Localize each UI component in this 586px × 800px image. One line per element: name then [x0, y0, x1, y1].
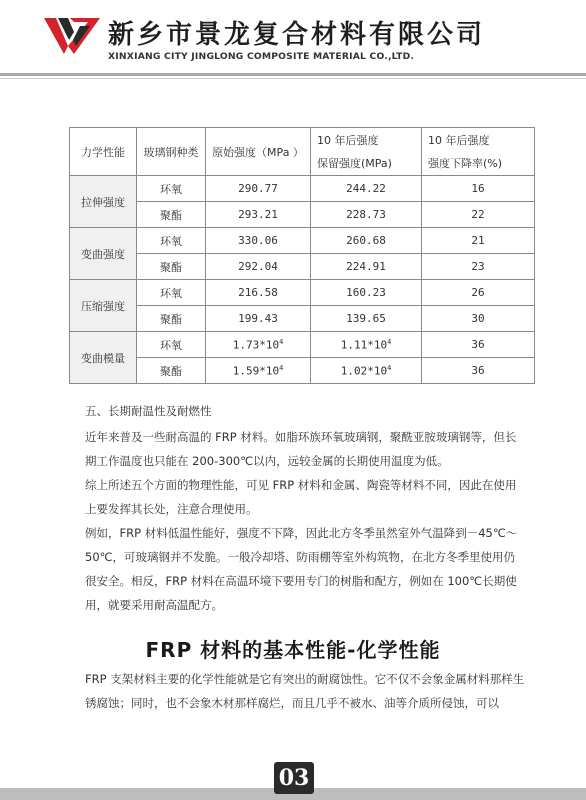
- table-cell-retained: 139.65: [311, 306, 422, 332]
- mechanical-properties-table: [69, 127, 535, 384]
- table-header-row: [70, 128, 535, 176]
- table-cell-drop: 21: [422, 228, 535, 254]
- table-cell-original: 199.43: [206, 306, 311, 332]
- table-cell-drop: 23: [422, 254, 535, 280]
- table-cell-drop: 26: [422, 280, 535, 306]
- table-header-retained-line1: 10 年后强度: [317, 133, 379, 147]
- table-row: [70, 358, 535, 384]
- table-cell-drop: 36: [422, 332, 535, 358]
- header-divider: [0, 73, 586, 76]
- section-title: FRP 材料的基本性能-化学性能: [145, 638, 441, 662]
- table-row: [70, 332, 535, 358]
- table-cell-retained: 260.68: [311, 228, 422, 254]
- table-cell-property: 变曲强度: [70, 228, 137, 280]
- table-cell-original: 292.04: [206, 254, 311, 280]
- table-header-retained-line2: 保留强度(MPa): [317, 156, 392, 170]
- table-cell-retained: [311, 332, 422, 358]
- table-header-property: 力学性能: [70, 128, 137, 176]
- table-cell-retained: [311, 358, 422, 384]
- header-divider-thin: [0, 78, 586, 79]
- table-cell-drop: 22: [422, 202, 535, 228]
- table-header-drop-line1: 10 年后强度: [428, 133, 490, 147]
- table-cell-retained: 224.91: [311, 254, 422, 280]
- table-cell-original: 216.58: [206, 280, 311, 306]
- table-header-retained: [311, 128, 422, 176]
- value-base: 1.59*10: [232, 364, 280, 378]
- paragraph: 综上所述五个方面的物理性能，可见 FRP 材料和金属、陶瓷等材料不同，因此在使用上要发挥其长处，注意合理使用。: [85, 478, 517, 516]
- table-cell-type: 聚酯: [137, 358, 206, 384]
- value-base: 1.73*10: [232, 338, 280, 352]
- company-name-en: XINXIANG CITY JINGLONG COMPOSITE MATERIAL CO.,LTD.: [108, 51, 415, 62]
- paragraph: FRP 支架材料主要的化学性能就是它有突出的耐腐蚀性。它不仅不会象金属材料那样生锈腐蚀；同时，也不会象木材那样腐烂，而且几乎不被水、油等介质所侵蚀，可以: [85, 672, 525, 710]
- table-cell-drop: 36: [422, 358, 535, 384]
- table-cell-retained: 160.23: [311, 280, 422, 306]
- table-row: [70, 254, 535, 280]
- table-cell-retained: 228.73: [311, 202, 422, 228]
- table-cell-type: 聚酯: [137, 202, 206, 228]
- table-header-type: 玻璃钢种类: [137, 128, 206, 176]
- value-base: 1.11*10: [340, 338, 388, 352]
- table-cell-original: 290.77: [206, 176, 311, 202]
- table-cell-type: 环氧: [137, 280, 206, 306]
- table-row: [70, 280, 535, 306]
- table-header-original: 原始强度（MPa ）: [206, 128, 311, 176]
- page-number: 03: [274, 762, 314, 794]
- table-cell-property: 拉伸强度: [70, 176, 137, 228]
- table-cell-original: [206, 358, 311, 384]
- table-row: [70, 176, 535, 202]
- table-header-drop-line2: 强度下降率(%): [428, 156, 503, 170]
- company-logo-icon: [44, 16, 100, 56]
- table-header-drop: [422, 128, 535, 176]
- table-cell-property: 变曲模量: [70, 332, 137, 384]
- table-cell-property: 压缩强度: [70, 280, 137, 332]
- table-cell-type: 环氧: [137, 332, 206, 358]
- table-cell-type: 聚酯: [137, 306, 206, 332]
- value-exponent: 4: [387, 337, 392, 346]
- paragraph: 近年来普及一些耐高温的 FRP 材料。如脂环族环氧玻璃钢，聚酰亚胺玻璃钢等，但长期工作温度也只能在 200-300℃以内，远较金属的长期使用温度为低。: [85, 430, 517, 468]
- paragraph: 例如，FRP 材料低温性能好，强度不下降，因此北方冬季虽然室外气温降到－45℃～50℃，可玻璃钢并不发脆。一般冷却塔、防雨棚等室外构筑物，在北方冬季里使用仍很安全。相反，FRP 材料在高温环境下要用专门的树脂和配方，例如在 100℃长期使用，就要采用耐高温配方。: [85, 526, 518, 612]
- table-row: [70, 202, 535, 228]
- page-header: [0, 0, 586, 80]
- table-cell-type: 聚酯: [137, 254, 206, 280]
- table-cell-original: [206, 332, 311, 358]
- table-cell-retained: 244.22: [311, 176, 422, 202]
- table-cell-drop: 30: [422, 306, 535, 332]
- value-exponent: 4: [279, 337, 284, 346]
- section-heading: 五、长期耐温性及耐燃性: [85, 404, 212, 418]
- table-cell-drop: 16: [422, 176, 535, 202]
- table-cell-type: 环氧: [137, 176, 206, 202]
- table-cell-original: 330.06: [206, 228, 311, 254]
- value-exponent: 4: [387, 363, 392, 372]
- value-base: 1.02*10: [340, 364, 388, 378]
- table-cell-original: 293.21: [206, 202, 311, 228]
- table-row: [70, 306, 535, 332]
- table-row: [70, 228, 535, 254]
- table-cell-type: 环氧: [137, 228, 206, 254]
- company-name-cn: 新乡市景龙复合材料有限公司: [108, 20, 486, 50]
- value-exponent: 4: [279, 363, 284, 372]
